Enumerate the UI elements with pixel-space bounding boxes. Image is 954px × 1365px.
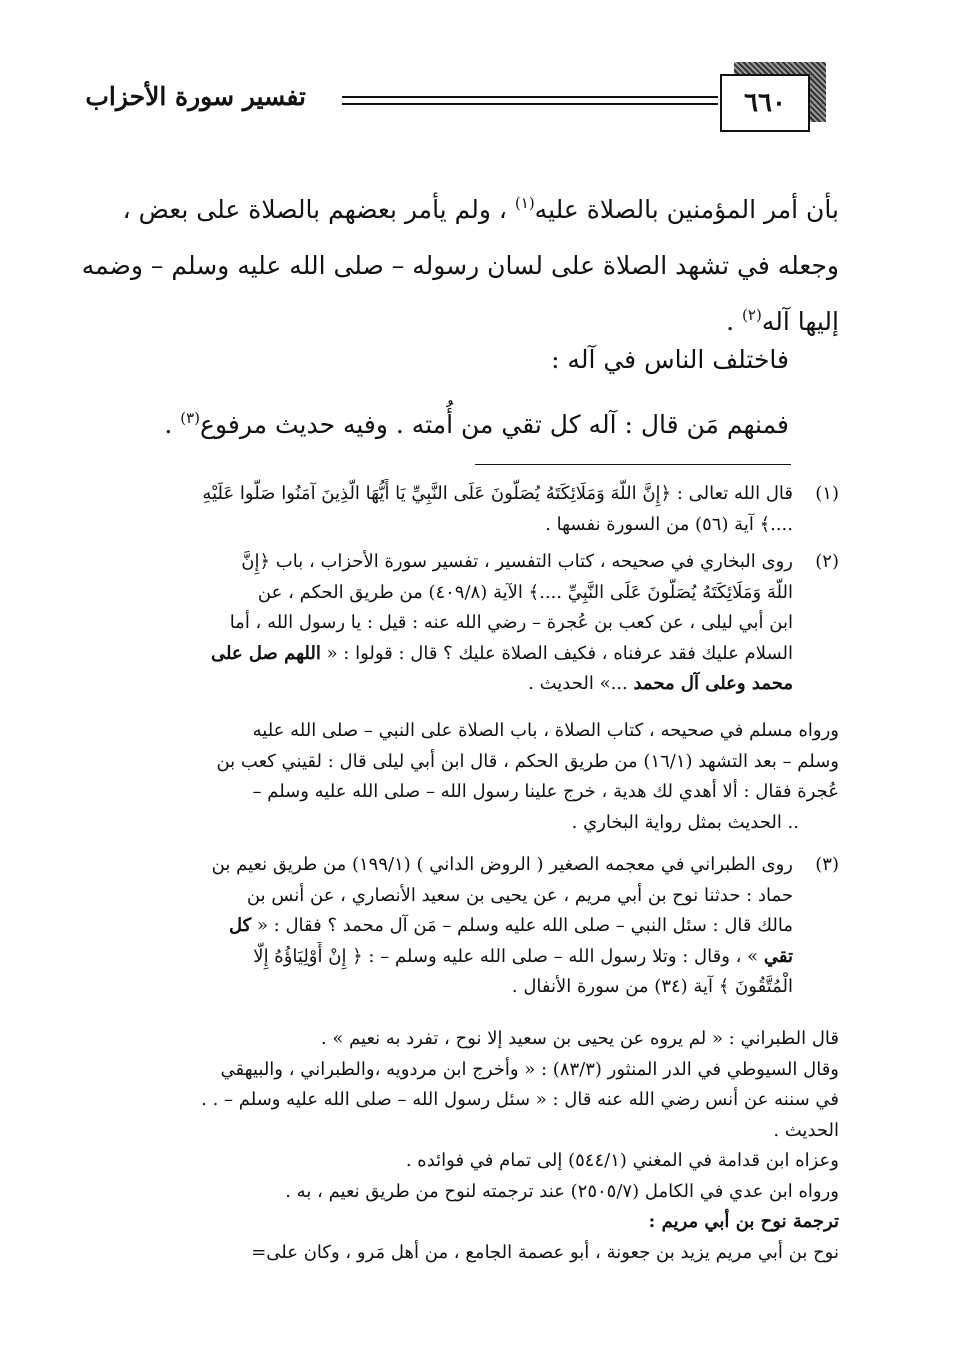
footnote-line: حماد : حدثنا نوح بن أبي مريم ، عن يحيى بن سعيد الأنصاري ، عن أنس بن — [246, 884, 793, 906]
footnote-text: » ، وقال : وتلا رسول الله – صلى الله عليه وسلم – : ﴿ إِنْ أَوْلِيَاؤُهُ إِلَّا — [253, 945, 764, 967]
main-text: بأن أمر المؤمنين بالصلاة عليه — [534, 195, 839, 224]
footnote-bold-text: كل — [229, 915, 252, 936]
footnote-text: مالك قال : سئل النبي – صلى الله عليه وسلم – مَن آل محمد ؟ فقال : « — [256, 915, 793, 936]
footnote-label: (٣) — [815, 854, 839, 875]
footnote-3 — [104, 850, 839, 1003]
main-paragraph — [81, 182, 839, 350]
footnote-line: عُجرة فقال : ألا أهدي لك هدية ، خرج علينا رسول الله – صلى الله عليه وسلم – — [252, 781, 839, 802]
main-line: وجعله في تشهد الصلاة على لسان رسوله – صلى الله عليه وسلم – وضمه — [81, 251, 839, 280]
page-number: ٦٦٠ — [744, 88, 786, 118]
footnote-line: ورواه مسلم في صحيحه ، كتاب الصلاة ، باب الصلاة على النبي – صلى الله عليه — [252, 720, 839, 741]
footnote-line: ابن أبي ليلى ، عن كعب بن عُجرة – رضي الله عنه : قيل : يا رسول الله ، أما — [229, 612, 793, 633]
header-rule — [342, 96, 718, 98]
footnote-bold-text: محمد وعلى آل محمد — [633, 673, 793, 694]
footnote-line: ورواه ابن عدي في الكامل (٢٥٠٥/٧) عند ترجمته لنوح من طريق نعيم ، به . — [285, 1180, 839, 1202]
main-line — [104, 294, 839, 350]
footnote-text: ...» الحديث . — [528, 673, 634, 694]
footnote-separator — [475, 464, 791, 465]
footnote-2 — [104, 547, 839, 700]
footnote-line: قال الله تعالى : ﴿إِنَّ اللَّهَ وَمَلَائِكَتَهُ يُصَلُّونَ عَلَى النَّبِيِّ يَا أَيُّهَا الَّذِينَ آمَنُوا صَلُّوا عَلَيْهِ — [202, 483, 793, 504]
footnote-1 — [104, 479, 839, 540]
main-text: . — [726, 307, 743, 336]
footnote-line: ....﴾ آية (٥٦) من السورة نفسها . — [545, 513, 793, 535]
footnote-label: (١) — [815, 483, 839, 504]
footnote-line: اللَّهَ وَمَلَائِكَتَهُ يُصَلُّونَ عَلَى النَّبِيِّ ....﴾ الآية (٤٠٩/٨) من طريق الحكم ، عن — [257, 581, 793, 603]
section-line: فاختلف الناس في آله : — [551, 345, 789, 374]
footnote-2-continuation — [104, 716, 839, 838]
main-text: فمنهم مَن قال : آله كل تقي من أُمته . وفيه حديث مرفوع — [200, 410, 789, 439]
footnote-label: (٢) — [815, 551, 839, 572]
footnote-ref: (٣) — [180, 409, 201, 427]
footnote-line — [104, 911, 793, 942]
footnote-line: .. الحديث بمثل رواية البخاري . — [571, 811, 799, 833]
footnote-line: وقال السيوطي في الدر المنثور (٨٣/٣) : « وأخرج ابن مردويه ،والطبراني ، والبيهقي — [220, 1058, 839, 1080]
footnote-ref: (١) — [514, 194, 535, 212]
footnote-line — [104, 942, 793, 973]
footnote-line: قال الطبراني : « لم يروه عن يحيى بن سعيد إلا نوح ، تفرد به نعيم » . — [320, 1028, 839, 1049]
footnote-bold-text: تقي — [763, 945, 793, 967]
footnote-line — [104, 639, 793, 670]
main-text: . — [164, 410, 181, 439]
biography-heading: ترجمة نوح بن أبي مريم : — [648, 1211, 839, 1232]
footnote-bold-text: اللهم صل على — [210, 642, 321, 664]
footnote-ref: (٢) — [742, 306, 762, 324]
main-text: إليها آله — [761, 307, 839, 336]
footnote-line: روى البخاري في صحيحه ، كتاب التفسير ، تفسير سورة الأحزاب ، باب ﴿إِنَّ — [241, 551, 793, 572]
main-text: ، ولم يأمر بعضهم بالصلاة على بعض ، — [122, 195, 515, 224]
page-number-box — [720, 74, 810, 132]
footnote-line: الحديث . — [773, 1119, 839, 1141]
footnote-line: الْمُتَّقُونَ ﴾ آية (٣٤) من سورة الأنفال . — [511, 976, 793, 997]
footnote-text: السلام عليك فقد عرفناه ، فكيف الصلاة عليك ؟ قال : قولوا : « — [326, 642, 793, 664]
running-header-title: تفسير سورة الأحزاب — [85, 82, 306, 111]
footnote-line: نوح بن أبي مريم يزيد بن جعونة ، أبو عصمة الجامع ، من أهل مَرو ، وكان على= — [251, 1241, 839, 1263]
section-line — [164, 410, 789, 439]
main-line — [104, 182, 839, 238]
footnote-line: وعزاه ابن قدامة في المغني (٥٤٤/١) إلى تمام في فوائده . — [405, 1150, 839, 1171]
footnote-line: روى الطبراني في معجمه الصغير ( الروض الداني ) (١٩٩/١) من طريق نعيم بن — [211, 854, 793, 875]
footnote-line: في سننه عن أنس رضي الله عنه قال : « سئل رسول الله – صلى الله عليه وسلم – . . — [201, 1089, 839, 1110]
footnote-line — [104, 669, 793, 700]
footnote-line: وسلم – بعد التشهد (١٦/١) من طريق الحكم ، قال ابن أبي ليلى قال : لقيني كعب بن — [216, 750, 839, 772]
footnote-3-continuation — [104, 1024, 839, 1268]
header-rule — [342, 103, 718, 105]
